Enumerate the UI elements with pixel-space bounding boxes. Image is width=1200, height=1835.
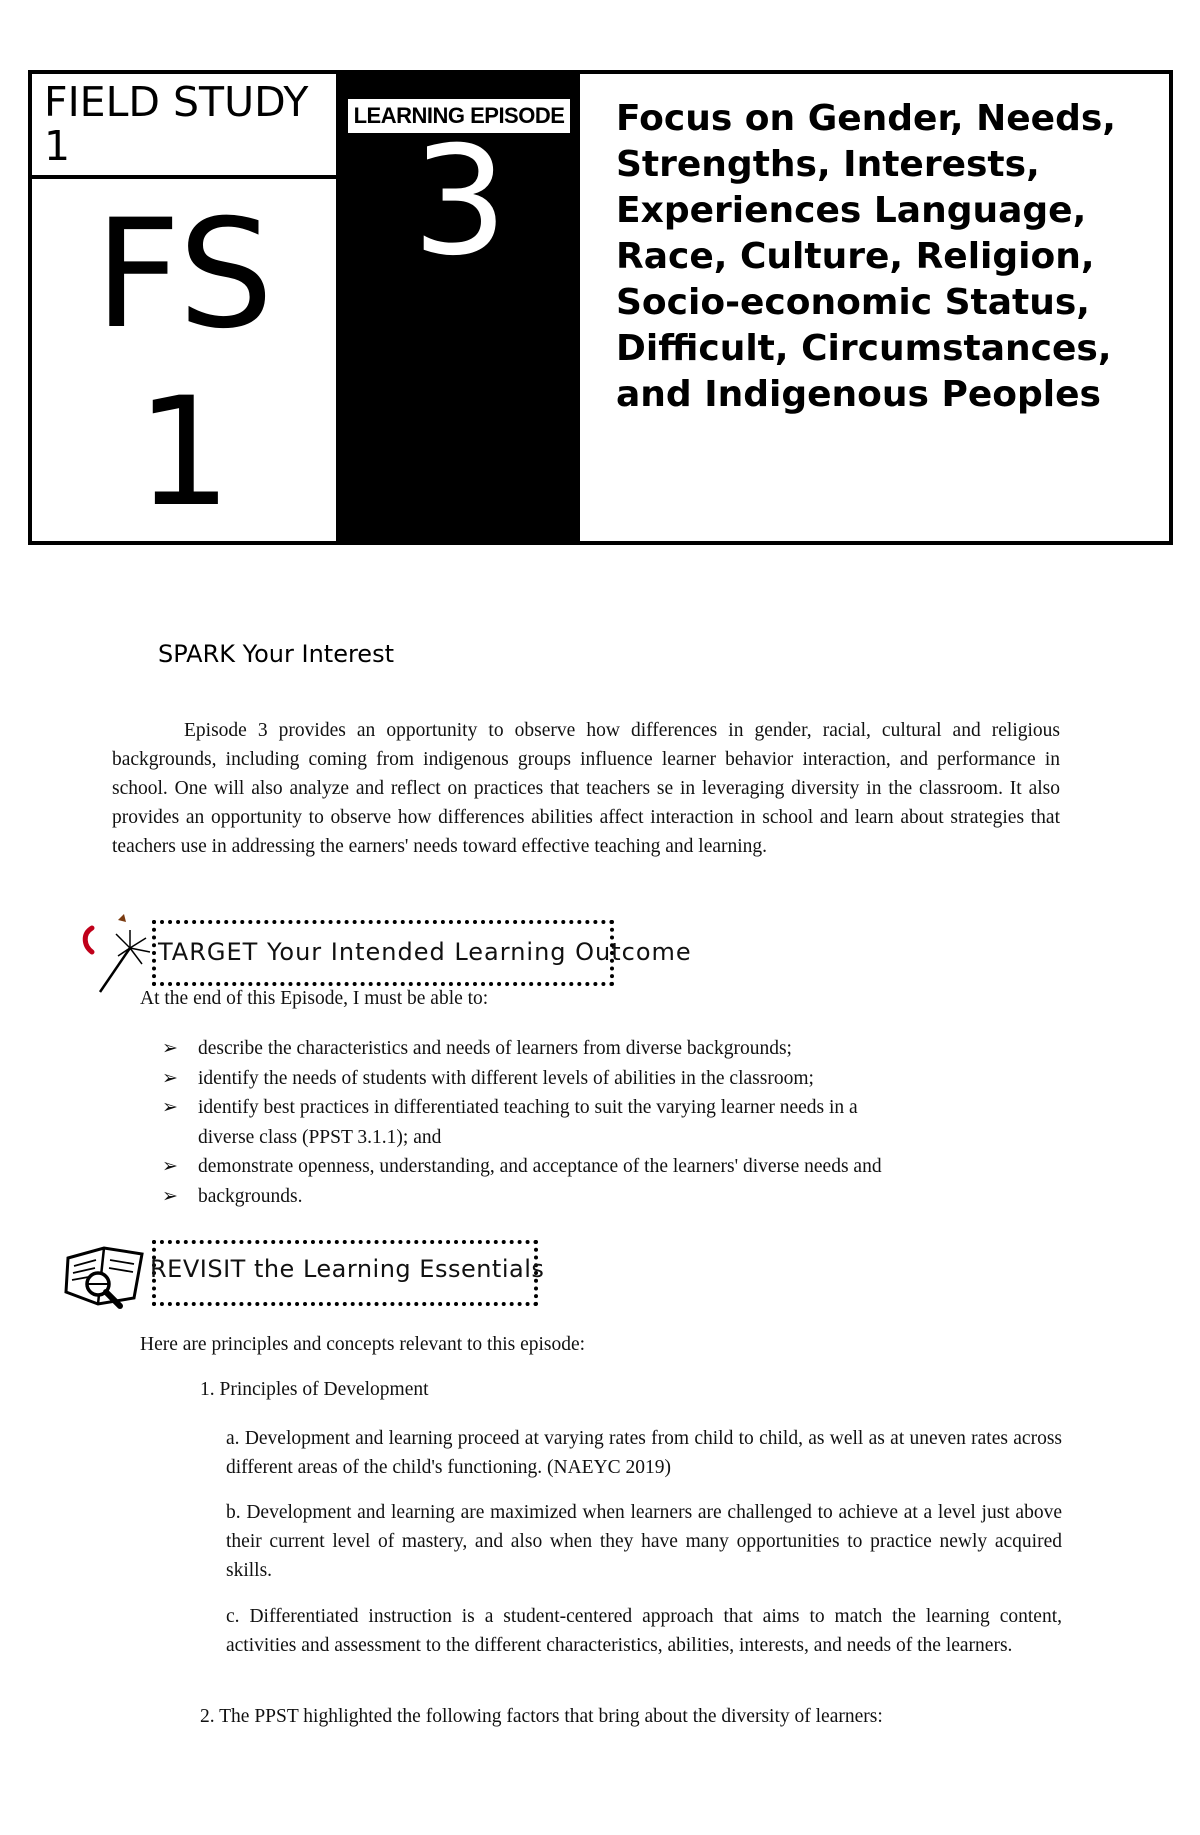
learning-episode-label: LEARNING EPISODE	[348, 99, 570, 133]
episode-header	[28, 70, 1173, 545]
spark-paragraph	[112, 716, 1060, 861]
book-magnifier-icon	[64, 1240, 150, 1312]
fs-code-number: 1	[136, 366, 232, 540]
revisit-heading: REVISIT the Learning Essentials	[150, 1255, 545, 1283]
list-item: ➢ backgrounds.	[162, 1182, 1062, 1212]
principle-b: b. Development and learning are maximized when learners are challenged to achieve at a level just above their current level of mastery, and also when they have many opportunities to practice newly acquired skills.	[226, 1502, 1062, 1581]
arrow-bullet-icon: ➢	[162, 1066, 178, 1089]
spark-paragraph-text: Episode 3 provides an opportunity to observe how differences in gender, racial, cultural and religious backgrounds, including coming from indigenous groups influence learner behavior interaction, and performance in school. One will also analyze and reflect on practices that teachers se in leveraging diversity in the classroom. It also provides an opportunity to observe how differences abilities affect interaction in school and learn about strategies that teachers use in addressing the earners' needs toward effective teaching and learning.	[112, 720, 1060, 857]
field-study-column	[32, 74, 340, 541]
list-item: ➢ describe the characteristics and needs of learners from diverse backgrounds;	[162, 1034, 1062, 1064]
focus-column	[584, 74, 1169, 541]
fs-code-letters: FS	[94, 188, 274, 362]
target-intro: At the end of this Episode, I must be able to:	[140, 988, 489, 1009]
principles-heading: 1. Principles of Development	[200, 1379, 429, 1400]
arrow-bullet-icon: ➢	[162, 1096, 178, 1118]
wand-icon	[78, 912, 156, 996]
target-heading: TARGET Your Intended Learning Outcome	[158, 938, 692, 966]
arrow-bullet-icon: ➢	[162, 1155, 178, 1177]
ppst-factors-heading: 2. The PPST highlighted the following factors that bring about the diversity of learners:	[200, 1706, 883, 1727]
fs-code	[32, 186, 336, 542]
revisit-intro: Here are principles and concepts relevant to this episode:	[140, 1334, 586, 1355]
field-study-title: FIELD STUDY 1	[44, 78, 309, 170]
episode-number: 3	[412, 115, 508, 289]
principle-a: a. Development and learning proceed at varying rates from child to child, as well as at uneven rates across different areas of the child's functioning. (NAEYC 2019)	[226, 1428, 1062, 1478]
arrow-bullet-icon: ➢	[162, 1184, 178, 1207]
list-item: ➢ identify best practices in differentiated teaching to suit the varying learner needs in a diverse class (PPST 3.1.1); and	[162, 1093, 1062, 1152]
outcomes-list	[162, 1034, 1062, 1211]
episode-column	[340, 74, 580, 541]
field-study-cell	[32, 74, 336, 179]
arrow-bullet-icon: ➢	[162, 1037, 178, 1059]
list-item: ➢ demonstrate openness, understanding, and acceptance of the learners' diverse needs and	[162, 1152, 1062, 1182]
episode-focus-title: Focus on Gender, Needs, Strengths, Interests, Experiences Language, Race, Culture, Religion, Socio-economic Status, Difficult, Circumstances, and Indigenous Peoples	[616, 98, 1116, 415]
principle-c: c. Differentiated instruction is a student-centered approach that aims to match the learning content, activities and assessment to the different characteristics, abilities, interests, and needs of the learners.	[226, 1606, 1062, 1656]
list-item: ➢ identify the needs of students with different levels of abilities in the classroom;	[162, 1064, 1062, 1094]
spark-heading: SPARK Your Interest	[158, 640, 394, 668]
